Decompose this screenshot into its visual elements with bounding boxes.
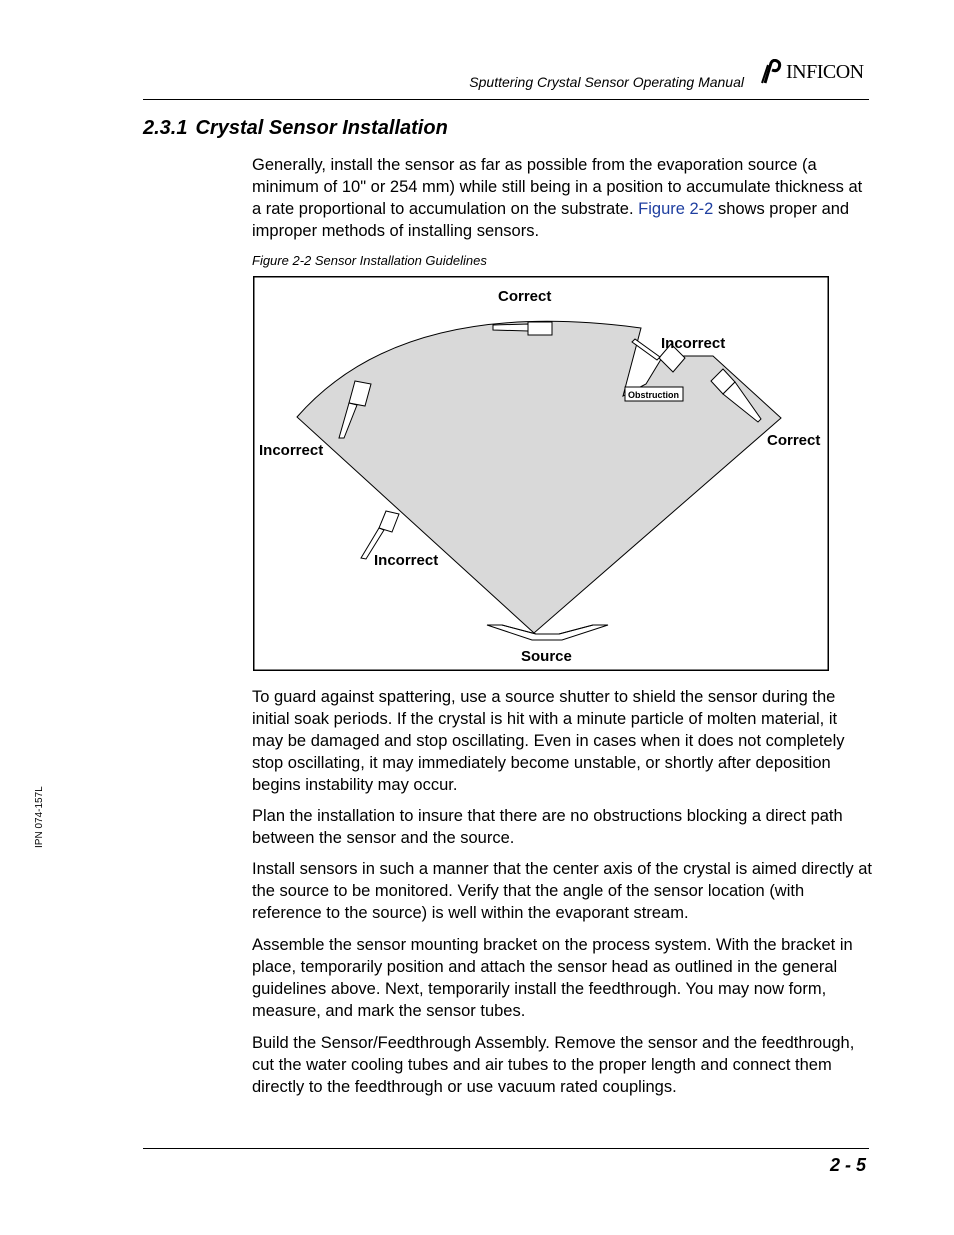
paragraph-spattering: To guard against spattering, use a source shutter to shield the sensor during the initial soak periods. If the crystal is hit with a minute particle of molten material, it may be damaged and stop oscillating. Even in cases when it does not completely stop oscillating, it may immediately become unstable, or shortly after deposition begins instability may occur. xyxy=(252,688,845,794)
header-rule xyxy=(143,99,869,100)
sensor-installation-figure xyxy=(253,276,829,671)
intro-paragraph xyxy=(252,154,872,242)
label-correct-top: Correct xyxy=(498,288,552,305)
inficon-logo-icon xyxy=(760,59,784,85)
section-title: Crystal Sensor Installation xyxy=(195,117,448,139)
paragraph-mounting-bracket: Assemble the sensor mounting bracket on the process system. With the bracket in place, temporarily position and attach the sensor head as outlined in the general guidelines above. Next, temporarily install the feedthrough. You may now form, measure, and mark the sensor tubes. xyxy=(252,936,853,1020)
paragraph-center-axis: Install sensors in such a manner that the center axis of the crystal is aimed directly at the source to be monitored. Verify that the angle of the sensor location (with reference to the source) is well within the evaporant stream. xyxy=(252,860,872,922)
running-header-title: Sputtering Crystal Sensor Operating Manual xyxy=(469,74,744,90)
label-incorrect-top-right: Incorrect xyxy=(661,335,726,352)
label-incorrect-left: Incorrect xyxy=(259,442,324,459)
label-correct-right: Correct xyxy=(767,432,821,449)
label-incorrect-lower: Incorrect xyxy=(374,552,439,569)
page-number: 2 - 5 xyxy=(829,1155,866,1175)
footer-rule xyxy=(143,1148,869,1149)
paragraph-feedthrough-assembly: Build the Sensor/Feedthrough Assembly. Remove the sensor and the feedthrough, cut the water cooling tubes and air tubes to the proper length and connect them directly to the feedthrough or use vacuum rated couplings. xyxy=(252,1034,855,1096)
paragraph-obstructions: Plan the installation to insure that there are no obstructions blocking a direct path between the sensor and the source. xyxy=(252,807,843,847)
section-heading xyxy=(143,117,448,140)
label-obstruction: Obstruction xyxy=(628,390,679,400)
logo-text: INFICON xyxy=(786,60,864,83)
intro-text-end: shows proper and improper methods of installing sensors. xyxy=(252,200,850,240)
document-number: IPN 074-157L xyxy=(34,786,45,848)
figure-link[interactable]: Figure 2-2 xyxy=(638,200,714,218)
label-source: Source xyxy=(521,648,572,665)
inficon-logo xyxy=(760,58,864,86)
figure-caption: Figure 2-2 Sensor Installation Guidelines xyxy=(252,253,487,268)
section-number: 2.3.1 xyxy=(143,117,188,139)
intro-text: Generally, install the sensor as far as possible from the evaporation source (a minimum of 10" or 254 mm) while still being in a position to accumulate thickness at a rate proportional to accumulation on the substrate. xyxy=(252,156,863,218)
